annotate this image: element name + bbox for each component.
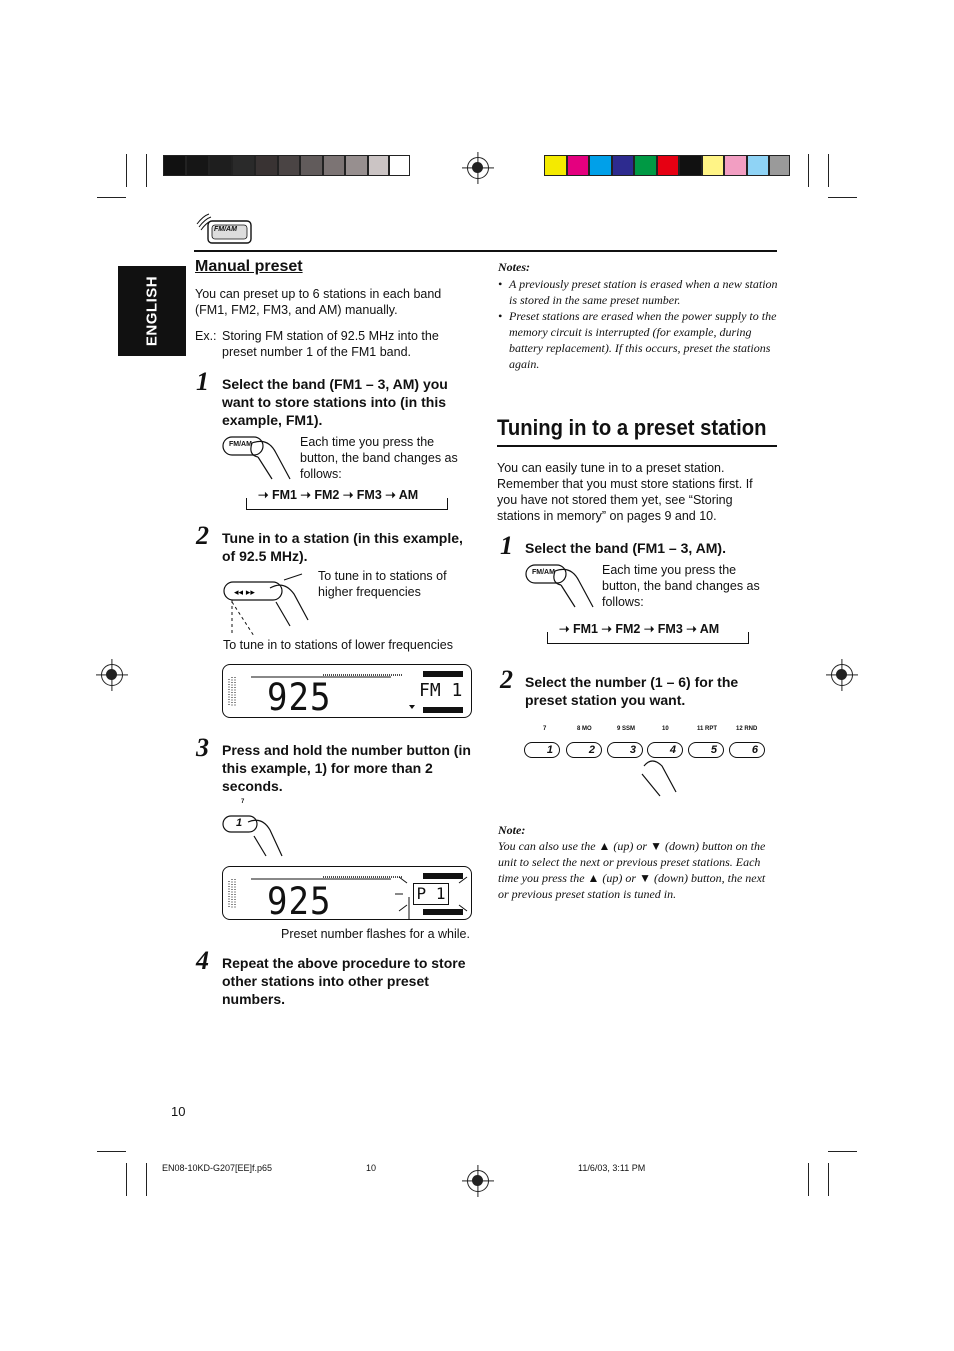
language-tab <box>118 266 186 356</box>
step-text: Press and hold the number button (in this example, 1) for more than 2 seconds. <box>222 742 471 794</box>
footer-date: 11/6/03, 3:11 PM <box>578 1163 646 1173</box>
preset-button-5[interactable]: 5 <box>688 742 724 758</box>
note-item: A previously preset station is erased when a new station is stored in the same preset number. <box>509 277 778 307</box>
band-fm3: FM3 <box>356 488 382 502</box>
step-number: 2 <box>500 665 513 694</box>
language-tab-label: ENGLISH <box>143 275 161 347</box>
example-prefix: Ex.: <box>195 329 217 343</box>
step-text: Select the number (1 – 6) for the preset station you want. <box>525 674 739 708</box>
preset-button-3[interactable]: 3 <box>607 742 643 758</box>
finger-pointer-icon <box>638 756 680 798</box>
preset-button-6[interactable]: 6 <box>729 742 765 758</box>
preset-top-label: 11 RPT <box>697 726 718 732</box>
crop-mark <box>146 1163 147 1196</box>
note-title: Note: <box>498 823 526 837</box>
finger-press-tune-icon <box>222 572 317 636</box>
example-text: Storing FM station of 92.5 MHz into the preset number 1 of the FM1 band. <box>222 329 439 359</box>
bullet: • <box>498 309 503 323</box>
display-panel-preset <box>222 866 472 924</box>
manual-preset-heading: Manual preset <box>195 258 303 275</box>
band-fm3: FM3 <box>657 622 683 636</box>
crop-mark <box>808 154 809 187</box>
note-item: Preset stations are erased when the power supply to the memory circuit is interrupted (for example, during battery replacement). If this occurs, preset the stations again. <box>509 309 777 371</box>
crop-mark <box>808 1163 809 1196</box>
registration-mark-icon <box>467 1170 489 1192</box>
preset-top-label: 7 <box>543 726 547 732</box>
crop-mark <box>97 197 126 198</box>
band-sequence: ➝ FM1 ➝ FM2 ➝ FM3 ➝ AM <box>246 487 448 509</box>
page-number: 10 <box>171 1104 186 1119</box>
step-text: Select the band (FM1 – 3, AM). <box>525 540 726 556</box>
bullet: • <box>498 277 503 291</box>
band-fm2: FM2 <box>314 488 340 502</box>
crop-mark <box>828 1163 829 1196</box>
registration-mark-icon <box>831 664 853 686</box>
preset-top-label: 12 RND <box>736 726 758 732</box>
fm-am-button-label[interactable]: FM/AM <box>229 441 252 448</box>
crop-mark <box>828 154 829 187</box>
frequency-display: 925 <box>267 880 332 924</box>
step-number: 4 <box>196 946 209 975</box>
step-text: Tune in to a station (in this example, of 92.5 MHz). <box>222 530 463 564</box>
registration-mark-icon <box>101 664 123 686</box>
band-am: AM <box>398 488 419 502</box>
crop-mark <box>828 197 857 198</box>
preset-top-label: 8 MO <box>577 726 592 732</box>
band-fm1: FM1 <box>271 488 297 502</box>
preset-flash-caption: Preset number flashes for a while. <box>281 927 470 941</box>
preset-button-4[interactable]: 4 <box>647 742 683 758</box>
notes-title: Notes: <box>498 260 530 274</box>
band-change-note: Each time you press the button, the band changes as follows: <box>300 435 458 481</box>
crop-mark <box>828 1151 857 1152</box>
heading-rule <box>497 445 777 447</box>
step-text: Select the band (FM1 – 3, AM) you want to store stations into (in this example, FM1). <box>222 376 448 428</box>
lower-frequency-caption: To tune in to stations of lower frequencies <box>223 638 453 652</box>
tuning-heading: Tuning in to a preset station <box>497 415 767 440</box>
fm-am-button-label[interactable]: FM/AM <box>532 569 555 576</box>
fm-am-icon-label: FM/AM <box>214 226 237 233</box>
header-rule <box>194 250 777 252</box>
band-sequence: ➝ FM1 ➝ FM2 ➝ FM3 ➝ AM <box>547 621 749 643</box>
crop-mark <box>126 154 127 187</box>
step-text: Repeat the above procedure to store other stations into other preset numbers. <box>222 955 466 1007</box>
step-number: 3 <box>196 733 209 762</box>
band-fm2: FM2 <box>615 622 641 636</box>
finger-press-preset-icon <box>222 810 284 858</box>
band-change-note: Each time you press the button, the band changes as follows: <box>602 563 760 609</box>
step-number: 1 <box>196 367 209 396</box>
step-number: 2 <box>196 521 209 550</box>
frequency-display: 925 <box>267 676 332 720</box>
crop-mark <box>126 1163 127 1196</box>
preset-button-1[interactable]: 1 <box>236 817 243 829</box>
preset-button-1[interactable]: 1 <box>524 742 560 758</box>
band-fm1: FM1 <box>572 622 598 636</box>
preset-top-label: 10 <box>662 726 669 732</box>
crop-mark <box>146 154 147 187</box>
preset-button-2[interactable]: 2 <box>566 742 602 758</box>
preset-top-label: 9 SSM <box>617 726 636 732</box>
svg-text:◂◂ ▸▸: ◂◂ ▸▸ <box>234 588 255 598</box>
crop-mark <box>97 1151 126 1152</box>
footer-page: 10 <box>366 1163 377 1173</box>
band-am: AM <box>699 622 720 636</box>
preset-number-display: P 1 <box>413 883 449 905</box>
higher-frequency-caption: To tune in to stations of higher frequencies <box>318 569 447 599</box>
registration-mark-icon <box>467 157 489 179</box>
band-display: FM 1 <box>419 680 463 701</box>
step-number: 1 <box>500 531 513 560</box>
manual-preset-intro: You can preset up to 6 stations in each band (FM1, FM2, FM3, and AM) manually. <box>195 287 442 317</box>
tuning-intro: You can easily tune in to a preset station. Remember that you must store stations first. If you have not stored them yet, see “Storing stations in memory” on pages 9 and 10. <box>497 461 753 523</box>
footer-file: EN08-10KD-G207[EE]f.p65 <box>162 1163 273 1173</box>
note-text: You can also use the ▲ (up) or ▼ (down) button on the unit to select the next or previous preset stations. Each time you press the ▲ (up) or ▼ (down) button, the next or previous preset station is tuned in. <box>498 839 766 901</box>
preset-button-secondary-label: 7 <box>241 799 245 805</box>
display-panel <box>222 664 472 718</box>
